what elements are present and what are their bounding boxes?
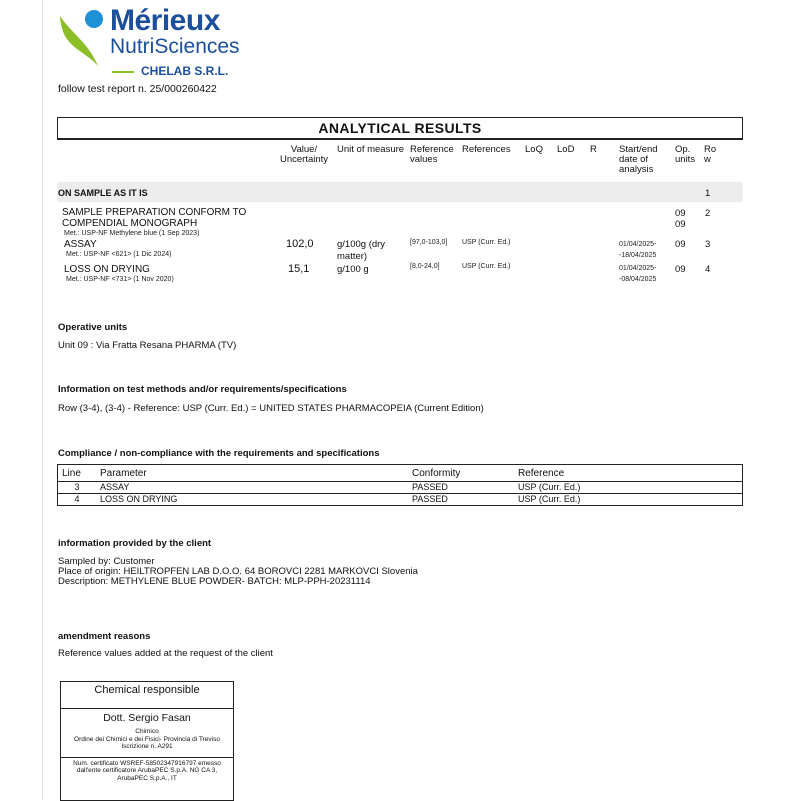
sample-preparation-text — [62, 207, 246, 229]
header-line: Reference — [410, 144, 454, 155]
test-unit-loss-on-drying — [337, 264, 369, 276]
prep-row-number: 2 — [705, 208, 711, 219]
prep-op-units — [675, 208, 686, 230]
amendment-heading: amendment reasons — [58, 631, 151, 642]
prep-op-unit-1: 09 — [675, 208, 686, 219]
compliance-parameter: ASSAY — [96, 482, 408, 494]
unit-line: g/100 g — [337, 264, 369, 275]
test-methods-heading: Information on test methods and/or requirements/specifications — [58, 384, 347, 395]
header-line: LoQ — [525, 144, 543, 155]
client-info-lines — [58, 557, 418, 587]
signature-role: Chimico — [135, 728, 159, 735]
signature-divider — [61, 757, 233, 758]
analytical-results-title: ANALYTICAL RESULTS — [57, 117, 743, 140]
test-references-assay: USP (Curr. Ed.) — [462, 239, 511, 246]
signature-registration: Iscrizione n. A291 — [121, 743, 173, 750]
test-method-loss-on-drying: Met.: USP-NF <731> (1 Nov 2020) — [66, 276, 174, 283]
section-row-number: 1 — [705, 188, 711, 199]
compliance-conformity: PASSED — [408, 494, 514, 506]
signature-details — [61, 728, 233, 751]
test-reference-values-loss-on-drying: [8,0-24,0] — [410, 263, 440, 270]
compliance-parameter: LOSS ON DRYING — [96, 494, 408, 506]
compliance-header-row — [58, 465, 743, 482]
compliance-line: 3 — [58, 482, 97, 494]
header-line: LoD — [557, 144, 575, 155]
client-info-heading: information provided by the client — [58, 538, 212, 549]
header-line: Ro — [704, 144, 717, 155]
column-header-lod — [557, 145, 574, 155]
header-line: values — [410, 154, 438, 165]
header-line: w — [704, 154, 711, 165]
signature-order: Ordine dei Chimici e dei Fisici- Provincia di Treviso — [74, 735, 220, 743]
header-line: analysis — [619, 164, 654, 175]
column-header-r — [590, 145, 597, 155]
prep-op-unit-2: 09 — [675, 219, 686, 230]
column-header-loq — [525, 145, 543, 155]
operative-units-text: Unit 09 : Via Fratta Resana PHARMA (TV) — [58, 340, 237, 351]
client-info-line: Place of origin: HEILTROPFEN LAB D.O.O. 64 BOROVCI 2281 MARKOVCI Slovenia — [58, 566, 418, 577]
date-end: -18/04/2025 — [619, 252, 657, 259]
logo-name-merieux: Mérieux — [110, 4, 220, 37]
logo-subsidiary — [112, 64, 228, 78]
amendment-text: Reference values added at the request of the client — [58, 648, 273, 659]
test-row-loss-on-drying: 4 — [705, 264, 711, 275]
test-method-assay: Met.: USP-NF <621> (1 Dic 2024) — [66, 251, 172, 258]
prep-method: Met.: USP-NF Methylene blue (1 Sep 2023) — [64, 230, 200, 237]
compliance-reference: USP (Curr. Ed.) — [514, 494, 743, 506]
test-op-unit-assay: 09 — [675, 239, 686, 250]
table-row — [58, 482, 743, 494]
test-references-loss-on-drying: USP (Curr. Ed.) — [462, 263, 511, 270]
compliance-heading: Compliance / non-compliance with the requirements and specifications — [58, 448, 380, 459]
test-op-unit-loss-on-drying: 09 — [675, 264, 686, 275]
header-line: units — [675, 154, 696, 165]
column-header-date — [619, 145, 658, 175]
compliance-line: 4 — [58, 494, 97, 506]
date-start: 01/04/2025- — [619, 241, 657, 248]
column-header-op-units — [675, 145, 695, 165]
header-line: Value/ — [290, 144, 318, 155]
header-line: Uncertainty — [279, 154, 329, 165]
date-start: 01/04/2025- — [619, 265, 657, 272]
test-value-assay: 102,0 — [286, 238, 314, 250]
date-end: -08/04/2025 — [619, 276, 657, 283]
column-header-reference-values — [410, 145, 454, 165]
signature-certificate: Num. certificato WSREF-58502347916797 emesso dall'ente certificatore ArubaPEC S.p.A. NG CA 3, ArubaPEC S.p.A., IT — [73, 759, 221, 782]
column-header-value — [272, 145, 336, 165]
unit-line: g/100g (dry — [337, 239, 386, 250]
header-line: References — [462, 144, 511, 155]
header-line: Start/end — [619, 144, 658, 155]
logo-dot — [85, 10, 103, 28]
compliance-col-line: Line — [58, 465, 97, 482]
client-info-line: Description: METHYLENE BLUE POWDER- BATCH: MLP-PPH-20231114 — [58, 576, 371, 587]
test-value-loss-on-drying: 15,1 — [288, 263, 310, 275]
header-line: date of — [619, 154, 649, 165]
column-header-unit — [337, 145, 404, 155]
client-info-line: Sampled by: Customer — [58, 556, 155, 567]
section-label: ON SAMPLE AS IT IS — [58, 188, 148, 198]
signature-name: Dott. Sergio Fasan — [103, 712, 191, 724]
test-unit-assay — [337, 239, 385, 263]
compliance-table — [57, 464, 743, 506]
table-row — [58, 494, 743, 506]
page-margin-line — [42, 0, 43, 800]
logo-dash — [112, 71, 134, 73]
section-band — [57, 182, 743, 202]
merieux-logo-icon — [58, 8, 110, 68]
report-reference: follow test report n. 25/000260422 — [58, 83, 217, 95]
logo-subsidiary-text: CHELAB S.R.L. — [141, 64, 229, 78]
test-methods-text: Row (3-4), (3-4) - Reference: USP (Curr. Ed.) = UNITED STATES PHARMACOPEIA (Current Edition) — [58, 403, 484, 414]
prep-line-1: SAMPLE PREPARATION CONFORM TO — [62, 207, 247, 218]
test-row-assay: 3 — [705, 239, 711, 250]
operative-units-heading: Operative units — [58, 322, 128, 333]
unit-line: matter) — [337, 251, 368, 262]
test-name-loss-on-drying: LOSS ON DRYING — [64, 264, 150, 275]
test-reference-values-assay: [97,0-103,0] — [410, 239, 448, 246]
compliance-col-parameter: Parameter — [96, 465, 408, 482]
compliance-col-conformity: Conformity — [408, 465, 514, 482]
test-name-assay: ASSAY — [64, 239, 97, 250]
test-dates-loss-on-drying — [619, 263, 656, 285]
signature-box — [60, 681, 234, 801]
compliance-col-reference: Reference — [514, 465, 743, 482]
signature-title: Chemical responsible — [61, 682, 233, 709]
header-line: Op. — [675, 144, 691, 155]
header-line: Unit of measure — [337, 144, 405, 155]
prep-line-2: COMPENDIAL MONOGRAPH — [62, 218, 198, 229]
header-line: R — [590, 144, 597, 155]
compliance-conformity: PASSED — [408, 482, 514, 494]
compliance-reference: USP (Curr. Ed.) — [514, 482, 743, 494]
logo-name-nutrisciences: NutriSciences — [110, 35, 240, 58]
test-dates-assay — [619, 239, 656, 261]
column-header-references — [462, 145, 511, 155]
column-header-row — [704, 145, 716, 165]
